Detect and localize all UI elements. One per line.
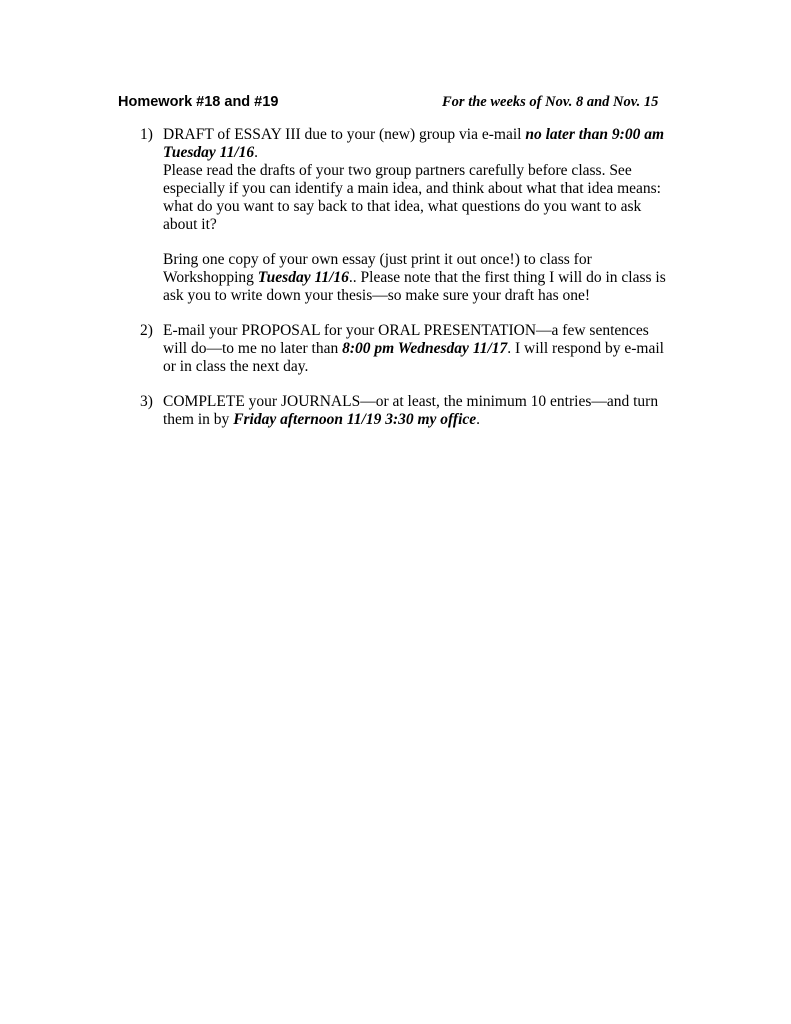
- item-line: what do you want to say back to that idea, what questions do you want to ask: [163, 198, 642, 215]
- weeks-subtitle: For the weeks of Nov. 8 and Nov. 15: [442, 94, 659, 110]
- item-line: E-mail your PROPOSAL for your ORAL PRESENTATION—a few sentences: [163, 322, 649, 339]
- item-line: COMPLETE your JOURNALS—or at least, the minimum 10 entries—and turn: [163, 393, 659, 410]
- item-line: Workshopping Tuesday 11/16.. Please note that the first thing I will do in class is: [163, 269, 666, 286]
- item-line: or in class the next day.: [163, 358, 309, 375]
- item-line: them in by Friday afternoon 11/19 3:30 my office.: [163, 411, 481, 428]
- item-number: 2): [140, 322, 153, 339]
- item-line: Tuesday 11/16.: [163, 144, 259, 161]
- item-number: 3): [140, 393, 153, 410]
- item-number: 1): [140, 126, 153, 143]
- item-line: Bring one copy of your own essay (just print it out once!) to class for: [163, 251, 592, 268]
- homework-title: Homework #18 and #19: [118, 94, 279, 110]
- item-line: ask you to write down your thesis—so make sure your draft has one!: [163, 287, 591, 304]
- item-line: about it?: [163, 216, 217, 233]
- item-line: will do—to me no later than 8:00 pm Wednesday 11/17. I will respond by e-mail: [163, 340, 664, 357]
- item-line: Please read the drafts of your two group partners carefully before class. See: [163, 162, 632, 179]
- item-line: DRAFT of ESSAY III due to your (new) group via e-mail no later than 9:00 am: [163, 126, 665, 143]
- item-line: especially if you can identify a main idea, and think about what that idea means:: [163, 180, 661, 197]
